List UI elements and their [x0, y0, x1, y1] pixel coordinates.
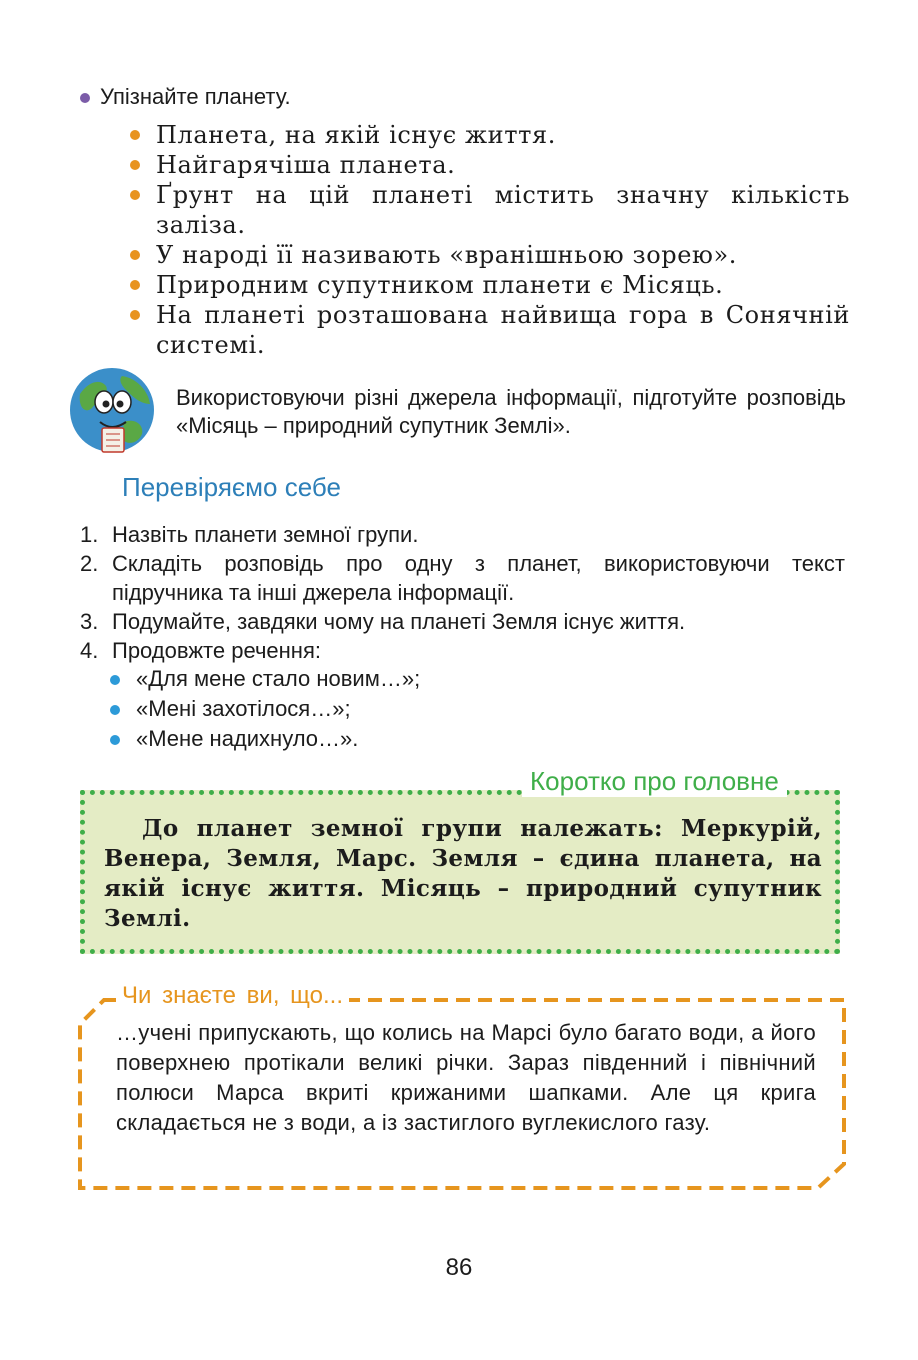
- bullet-icon: [110, 675, 120, 685]
- summary-title: Коротко про головне: [522, 766, 787, 797]
- bullet-icon: [130, 250, 140, 260]
- bullet-icon: [130, 190, 140, 200]
- list-item: «Мене надихнуло…».: [110, 724, 420, 754]
- bullet-icon: [130, 160, 140, 170]
- list-item: У народі її називають «вранішньою зорею».: [130, 240, 850, 270]
- list-item: 1. Назвіть планети земної групи.: [80, 522, 419, 547]
- globe-mascot-icon: [66, 364, 158, 460]
- list-item: 2. Складіть розповідь про одну з планет, використовуючи текст підручника та інші джерела інформації.: [80, 551, 845, 605]
- check-yourself-title: Перевіряємо себе: [122, 472, 341, 502]
- list-item: 3. Подумайте, завдяки чому на планеті Земля існує життя.: [80, 609, 686, 634]
- list-item: 4. Продовжте речення:: [80, 638, 321, 663]
- bullet-icon: [80, 93, 90, 103]
- list-item: Планета, на якій існує життя.: [130, 120, 850, 150]
- task-intro-text: Упізнайте планету.: [100, 84, 291, 109]
- research-task-text: Використовуючи різні джерела інформації, підготуйте розповідь «Місяць – природний супутник Землі».: [176, 385, 846, 438]
- task-intro: [80, 84, 291, 110]
- did-you-know-title: Чи знаєте ви, що...: [116, 982, 349, 1010]
- questions-list: [80, 520, 845, 665]
- sentence-starters-list: [110, 664, 420, 754]
- summary-text: До планет земної групи належать: Меркурій, Венера, Земля, Марс. Земля – єдина планета, на якій існує життя. Місяць – природний супутник Землі.: [104, 815, 822, 932]
- bullet-icon: [110, 735, 120, 745]
- did-you-know-text: …учені припускають, що колись на Марсі було багато води, а його поверхнею протікали великі річки. Зараз південний і північний полюси Марса вкриті крижаними шапками. Але ця крига складається не з води, а із застиглого вуглекислого газу.: [116, 1020, 816, 1135]
- list-item: Найгарячіша планета.: [130, 150, 850, 180]
- bullet-icon: [130, 310, 140, 320]
- planet-clues-list: [130, 120, 850, 360]
- list-item: «Мені захотілося…»;: [110, 694, 420, 724]
- list-item: На планеті розташована найвища гора в Сонячній системі.: [130, 300, 850, 360]
- list-item: Природним супутником планети є Місяць.: [130, 270, 850, 300]
- page-number: 86: [445, 1254, 473, 1281]
- list-item: «Для мене стало новим…»;: [110, 664, 420, 694]
- bullet-icon: [110, 705, 120, 715]
- bullet-icon: [130, 130, 140, 140]
- list-item: Ґрунт на цій планеті містить значну кількість заліза.: [130, 180, 850, 240]
- bullet-icon: [130, 280, 140, 290]
